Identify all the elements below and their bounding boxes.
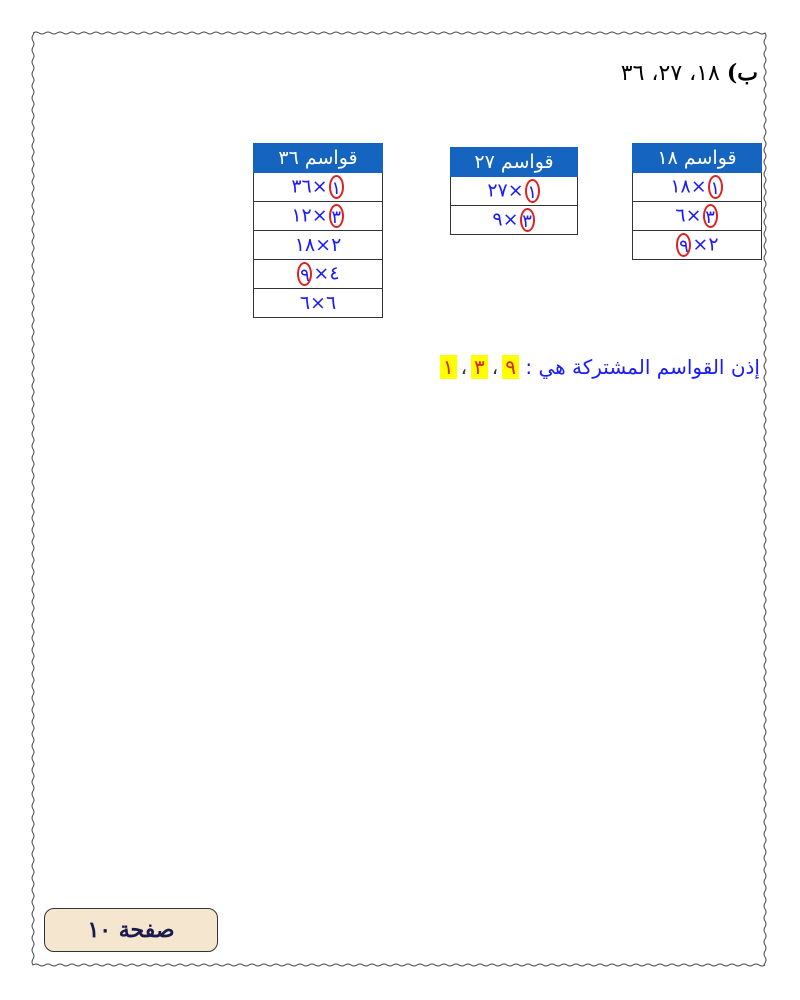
table-header: قواسم ٣٦	[254, 144, 383, 173]
table-row	[254, 202, 383, 231]
factor: ٢٧	[487, 179, 508, 202]
circled-factor: ١	[708, 175, 723, 199]
problem-title	[621, 60, 758, 86]
factor-pair-cell	[451, 177, 578, 206]
circled-factor: ١	[329, 175, 344, 199]
factor: ٦	[325, 292, 337, 314]
circled-factor: ١	[525, 179, 540, 203]
separator: ،	[460, 355, 468, 379]
page-label: صفحة ١٠	[87, 917, 175, 943]
times-sign: ×	[685, 204, 702, 227]
factor-pair-cell	[254, 202, 383, 231]
circled-factor: ٣	[329, 204, 344, 228]
factor: ٢	[708, 233, 719, 256]
times-sign: ×	[311, 204, 328, 227]
circled-factor: ٣	[703, 204, 718, 228]
common-divisor: ١	[440, 355, 457, 379]
table-row	[451, 177, 578, 206]
factor: ٦	[675, 204, 686, 227]
circled-factor: ٩	[297, 262, 312, 286]
table-row	[633, 231, 762, 260]
factor-pair-cell	[633, 173, 762, 202]
factor: ٤	[329, 262, 340, 285]
divisors-table-27	[450, 147, 578, 235]
factor-pair-cell	[633, 231, 762, 260]
factor-pair-cell	[254, 289, 383, 318]
times-sign: ×	[310, 292, 326, 314]
table-row	[633, 173, 762, 202]
divisors-table-36	[253, 143, 383, 318]
times-sign: ×	[315, 234, 332, 256]
common-divisors-line	[440, 355, 760, 379]
separator: ،	[491, 355, 499, 379]
times-sign: ×	[311, 175, 328, 198]
factor: ١٨	[294, 234, 316, 256]
factor: ٩	[492, 208, 503, 231]
times-sign: ×	[313, 262, 330, 285]
table-header: قواسم ٢٧	[451, 148, 578, 177]
problem-letter: ب)	[726, 60, 758, 86]
table-row	[254, 260, 383, 289]
common-divisor: ٣	[471, 355, 488, 379]
table-row	[254, 173, 383, 202]
times-sign: ×	[690, 175, 707, 198]
table-header: قواسم ١٨	[633, 144, 762, 173]
factor: ٣٦	[291, 175, 312, 198]
times-sign: ×	[507, 179, 524, 202]
factor-pair-cell	[254, 173, 383, 202]
factor: ٦	[299, 292, 311, 314]
page-number-badge	[44, 908, 218, 952]
factor: ١٨	[670, 175, 691, 198]
factor-pair-cell	[451, 206, 578, 235]
table-row	[633, 202, 762, 231]
problem-numbers: ١٨، ٢٧، ٣٦	[620, 61, 720, 86]
factor: ٢	[331, 234, 342, 256]
factor-pair-cell	[254, 231, 383, 260]
table-row	[451, 206, 578, 235]
factor-pair-cell	[633, 202, 762, 231]
times-sign: ×	[692, 233, 709, 256]
circled-factor: ٣	[520, 208, 535, 232]
divisors-table-18	[632, 143, 762, 260]
factor-pair-cell	[254, 260, 383, 289]
circled-factor: ٩	[676, 233, 691, 257]
common-divisor: ٩	[502, 355, 519, 379]
times-sign: ×	[502, 208, 519, 231]
table-row	[254, 231, 383, 260]
result-label: إذن القواسم المشتركة هي :	[525, 355, 760, 379]
factor: ١٢	[291, 204, 312, 227]
table-row	[254, 289, 383, 318]
